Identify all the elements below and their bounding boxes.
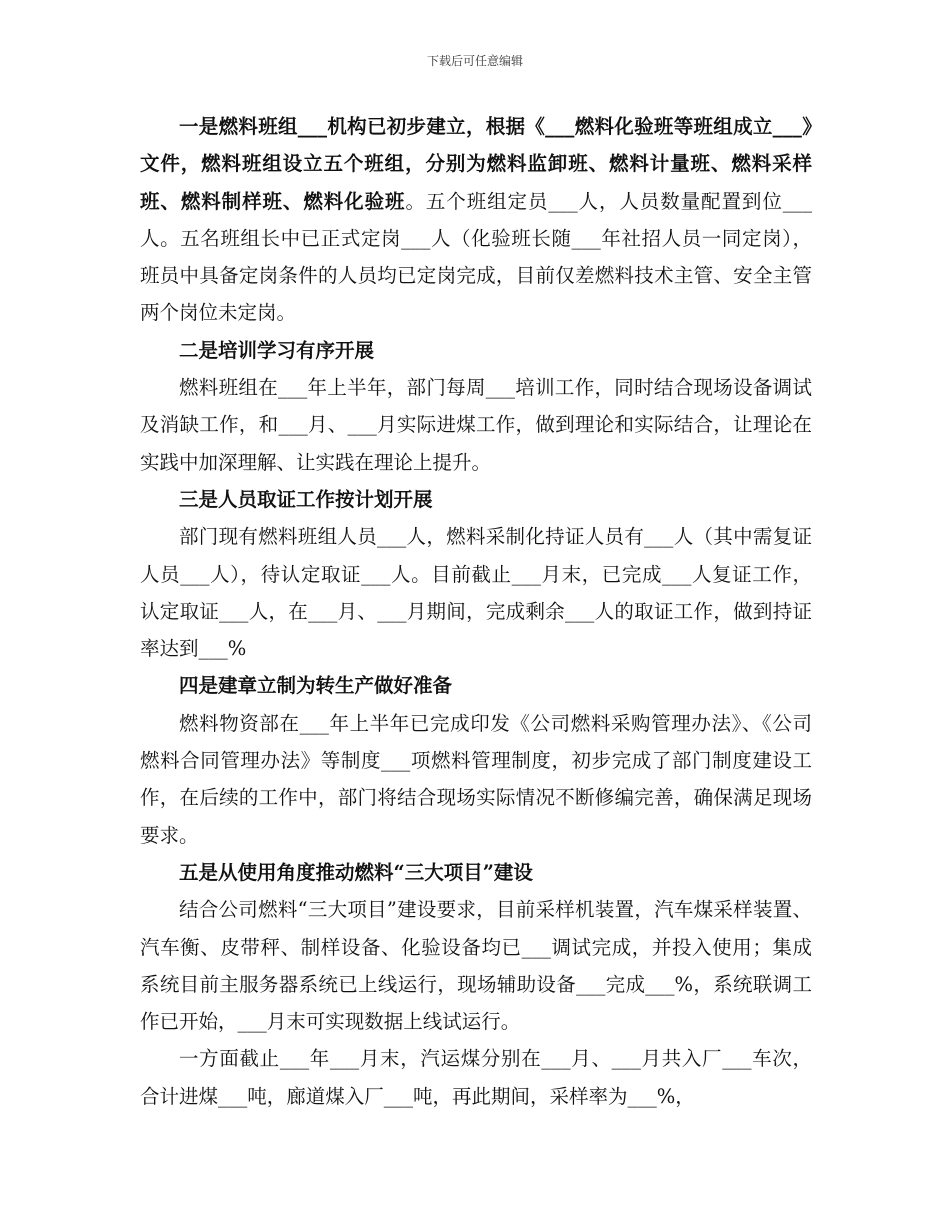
paragraph-three-projects: 结合公司燃料“三大项目”建设要求，目前采样机装置，汽车煤采样装置、汽车衡、皮带秤、制样设备、化验设备均已___调试完成，并投入使用；集成系统目前主服务器系统已上线运行，现场辅助设备___完成___%，系统联调工作已开始，___月末可实现数据上线试运行。 [140, 898, 812, 1034]
paragraph-1-text: 。五个班组定员___人，人员数量配置到位___人。五名班组长中已正式定岗___人（化验班长随___年社招人员一同定岗），班员中具备定岗条件的人员均已定岗完成，目前仅差燃料技术主管、安全主管两个岗位未定岗。 [140, 189, 812, 325]
paragraph-coal-intake: 一方面截止___年___月末，汽运煤分别在___月、___月共入厂___车次，合计进煤___吨，廊道煤入厂___吨，再此期间，采样率为___%， [140, 1047, 812, 1108]
page-header: 下载后可任意编辑 [426, 54, 523, 68]
paragraph-1 [140, 108, 812, 332]
heading-certification: 三是人员取证工作按计划开展 [179, 487, 433, 511]
heading-three-projects: 五是从使用角度推动燃料“三大项目”建设 [179, 860, 533, 884]
paragraph-1-bold: 一是燃料班组___机构已初步建立，根据《___燃料化验班等班组成立___》文件，燃料班组设立五个班组，分别为燃料监卸班、燃料计量班、燃料采样班、燃料制样班、燃料化验班 [140, 115, 812, 213]
paragraph-regulations: 燃料物资部在___年上半年已完成印发《公司燃料采购管理办法》、《公司燃料合同管理办法》等制度___项燃料管理制度，初步完成了部门制度建设工作，在后续的工作中，部门将结合现场实际情况不断修编完善，确保满足现场要求。 [140, 711, 812, 847]
document-body [140, 108, 812, 1115]
paragraph-training: 燃料班组在___年上半年，部门每周___培训工作，同时结合现场设备调试及消缺工作，和___月、___月实际进煤工作，做到理论和实际结合，让理论在实践中加深理解、让实践在理论上提升。 [140, 376, 812, 474]
heading-training: 二是培训学习有序开展 [179, 338, 375, 362]
paragraph-certification: 部门现有燃料班组人员___人，燃料采制化持证人员有___人（其中需复证人员___人），待认定取证___人。目前截止___月末，已完成___人复证工作，认定取证___人，在___月、___月期间，完成剩余___人的取证工作，做到持证率达到___% [140, 525, 812, 661]
heading-regulations: 四是建章立制为转生产做好准备 [179, 674, 453, 698]
